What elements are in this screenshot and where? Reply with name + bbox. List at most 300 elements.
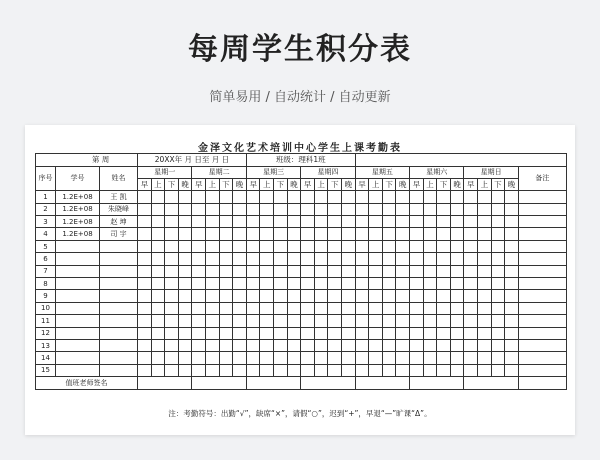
attendance-cell[interactable] [246,203,260,215]
row-student-name[interactable]: 司 宇 [100,228,138,240]
attendance-cell[interactable] [192,290,206,302]
attendance-cell[interactable] [260,191,274,203]
attendance-cell[interactable] [151,352,165,364]
attendance-cell[interactable] [491,253,505,265]
attendance-cell[interactable] [328,240,342,252]
attendance-cell[interactable] [192,253,206,265]
attendance-cell[interactable] [505,302,519,314]
attendance-cell[interactable] [342,302,356,314]
attendance-cell[interactable] [464,216,478,228]
remark-cell[interactable] [518,339,566,351]
attendance-cell[interactable] [314,364,328,376]
attendance-cell[interactable] [233,327,247,339]
attendance-cell[interactable] [450,240,464,252]
attendance-cell[interactable] [138,327,152,339]
attendance-cell[interactable] [396,302,410,314]
remark-cell[interactable] [518,327,566,339]
attendance-cell[interactable] [450,315,464,327]
attendance-cell[interactable] [151,203,165,215]
attendance-cell[interactable] [138,339,152,351]
attendance-cell[interactable] [260,203,274,215]
attendance-cell[interactable] [382,191,396,203]
attendance-cell[interactable] [369,265,383,277]
attendance-cell[interactable] [165,240,179,252]
attendance-cell[interactable] [206,352,220,364]
attendance-cell[interactable] [410,228,424,240]
attendance-cell[interactable] [192,364,206,376]
attendance-cell[interactable] [165,228,179,240]
attendance-cell[interactable] [287,253,301,265]
attendance-cell[interactable] [219,240,233,252]
attendance-cell[interactable] [192,240,206,252]
attendance-cell[interactable] [301,290,315,302]
attendance-cell[interactable] [396,216,410,228]
attendance-cell[interactable] [192,352,206,364]
attendance-cell[interactable] [178,302,192,314]
attendance-cell[interactable] [505,191,519,203]
attendance-cell[interactable] [246,352,260,364]
attendance-cell[interactable] [342,216,356,228]
attendance-cell[interactable] [314,290,328,302]
attendance-cell[interactable] [342,191,356,203]
attendance-cell[interactable] [450,327,464,339]
attendance-cell[interactable] [423,265,437,277]
row-student-name[interactable] [100,240,138,252]
attendance-cell[interactable] [464,352,478,364]
attendance-cell[interactable] [206,339,220,351]
row-student-id[interactable] [56,339,100,351]
attendance-cell[interactable] [246,216,260,228]
signature-cell[interactable] [301,377,355,389]
attendance-cell[interactable] [396,278,410,290]
attendance-cell[interactable] [192,265,206,277]
attendance-cell[interactable] [342,278,356,290]
attendance-cell[interactable] [450,265,464,277]
attendance-cell[interactable] [410,216,424,228]
attendance-cell[interactable] [491,315,505,327]
attendance-cell[interactable] [382,228,396,240]
attendance-cell[interactable] [505,278,519,290]
row-student-id[interactable]: 1.2E+08 [56,203,100,215]
attendance-cell[interactable] [450,352,464,364]
attendance-cell[interactable] [287,191,301,203]
attendance-cell[interactable] [464,191,478,203]
attendance-cell[interactable] [219,253,233,265]
attendance-cell[interactable] [219,290,233,302]
attendance-cell[interactable] [437,302,451,314]
row-student-name[interactable]: 王 凯 [100,191,138,203]
attendance-cell[interactable] [233,302,247,314]
attendance-cell[interactable] [491,278,505,290]
attendance-cell[interactable] [396,265,410,277]
attendance-cell[interactable] [410,278,424,290]
attendance-cell[interactable] [410,315,424,327]
row-student-id[interactable]: 1.2E+08 [56,191,100,203]
attendance-cell[interactable] [328,352,342,364]
attendance-cell[interactable] [314,278,328,290]
attendance-cell[interactable] [246,302,260,314]
attendance-cell[interactable] [423,203,437,215]
attendance-cell[interactable] [355,327,369,339]
attendance-cell[interactable] [491,265,505,277]
attendance-cell[interactable] [138,352,152,364]
attendance-cell[interactable] [437,240,451,252]
attendance-cell[interactable] [165,253,179,265]
attendance-cell[interactable] [260,265,274,277]
attendance-cell[interactable] [505,240,519,252]
attendance-cell[interactable] [314,315,328,327]
attendance-cell[interactable] [138,364,152,376]
remark-cell[interactable] [518,203,566,215]
attendance-cell[interactable] [301,278,315,290]
attendance-cell[interactable] [423,315,437,327]
attendance-cell[interactable] [328,216,342,228]
attendance-cell[interactable] [301,203,315,215]
attendance-cell[interactable] [151,327,165,339]
attendance-cell[interactable] [260,339,274,351]
attendance-cell[interactable] [505,339,519,351]
attendance-cell[interactable] [206,253,220,265]
attendance-cell[interactable] [233,191,247,203]
attendance-cell[interactable] [369,240,383,252]
attendance-cell[interactable] [151,240,165,252]
attendance-cell[interactable] [328,302,342,314]
attendance-cell[interactable] [314,228,328,240]
attendance-cell[interactable] [491,352,505,364]
attendance-cell[interactable] [165,191,179,203]
attendance-cell[interactable] [233,228,247,240]
attendance-cell[interactable] [260,302,274,314]
attendance-cell[interactable] [450,216,464,228]
attendance-cell[interactable] [301,327,315,339]
attendance-cell[interactable] [246,228,260,240]
attendance-cell[interactable] [301,240,315,252]
attendance-cell[interactable] [478,253,492,265]
attendance-cell[interactable] [233,253,247,265]
attendance-cell[interactable] [233,278,247,290]
row-student-id[interactable] [56,364,100,376]
attendance-cell[interactable] [260,278,274,290]
signature-remark-cell[interactable] [518,377,566,389]
attendance-cell[interactable] [410,352,424,364]
attendance-cell[interactable] [396,191,410,203]
attendance-cell[interactable] [206,265,220,277]
attendance-cell[interactable] [342,228,356,240]
row-student-name[interactable] [100,278,138,290]
attendance-cell[interactable] [233,352,247,364]
attendance-cell[interactable] [165,216,179,228]
attendance-cell[interactable] [206,315,220,327]
remark-cell[interactable] [518,302,566,314]
remark-cell[interactable] [518,240,566,252]
attendance-cell[interactable] [328,364,342,376]
attendance-cell[interactable] [437,191,451,203]
attendance-cell[interactable] [178,216,192,228]
attendance-cell[interactable] [165,364,179,376]
attendance-cell[interactable] [464,315,478,327]
attendance-cell[interactable] [478,278,492,290]
attendance-cell[interactable] [369,315,383,327]
row-student-id[interactable] [56,240,100,252]
attendance-cell[interactable] [369,327,383,339]
row-student-name[interactable] [100,315,138,327]
attendance-cell[interactable] [246,278,260,290]
attendance-cell[interactable] [246,265,260,277]
attendance-cell[interactable] [192,278,206,290]
attendance-cell[interactable] [491,364,505,376]
attendance-cell[interactable] [478,327,492,339]
attendance-cell[interactable] [505,203,519,215]
attendance-cell[interactable] [328,265,342,277]
attendance-cell[interactable] [138,191,152,203]
remark-cell[interactable] [518,265,566,277]
attendance-cell[interactable] [206,216,220,228]
attendance-cell[interactable] [450,364,464,376]
attendance-cell[interactable] [178,228,192,240]
attendance-cell[interactable] [301,302,315,314]
row-student-id[interactable]: 1.2E+08 [56,228,100,240]
week-info-blank[interactable] [355,154,566,167]
attendance-cell[interactable] [138,302,152,314]
remark-cell[interactable] [518,228,566,240]
remark-cell[interactable] [518,364,566,376]
attendance-cell[interactable] [165,352,179,364]
attendance-cell[interactable] [206,191,220,203]
attendance-cell[interactable] [260,327,274,339]
attendance-cell[interactable] [464,253,478,265]
attendance-cell[interactable] [178,327,192,339]
row-student-id[interactable] [56,290,100,302]
attendance-cell[interactable] [233,364,247,376]
attendance-cell[interactable] [437,364,451,376]
signature-cell[interactable] [355,377,409,389]
attendance-cell[interactable] [437,327,451,339]
attendance-cell[interactable] [233,216,247,228]
attendance-cell[interactable] [396,315,410,327]
attendance-cell[interactable] [478,216,492,228]
attendance-cell[interactable] [369,203,383,215]
signature-cell[interactable] [464,377,518,389]
attendance-cell[interactable] [287,240,301,252]
attendance-cell[interactable] [178,240,192,252]
attendance-cell[interactable] [382,278,396,290]
row-student-id[interactable] [56,315,100,327]
attendance-cell[interactable] [165,290,179,302]
attendance-cell[interactable] [192,315,206,327]
attendance-cell[interactable] [178,339,192,351]
attendance-cell[interactable] [314,203,328,215]
attendance-cell[interactable] [437,253,451,265]
attendance-cell[interactable] [165,339,179,351]
attendance-cell[interactable] [233,290,247,302]
attendance-cell[interactable] [355,191,369,203]
attendance-cell[interactable] [260,240,274,252]
attendance-cell[interactable] [423,290,437,302]
attendance-cell[interactable] [301,352,315,364]
attendance-cell[interactable] [478,228,492,240]
attendance-cell[interactable] [151,364,165,376]
attendance-cell[interactable] [274,278,288,290]
attendance-cell[interactable] [382,364,396,376]
attendance-cell[interactable] [274,191,288,203]
attendance-cell[interactable] [274,339,288,351]
attendance-cell[interactable] [505,352,519,364]
attendance-cell[interactable] [219,228,233,240]
attendance-cell[interactable] [314,191,328,203]
remark-cell[interactable] [518,191,566,203]
attendance-cell[interactable] [287,203,301,215]
attendance-cell[interactable] [206,364,220,376]
attendance-cell[interactable] [423,278,437,290]
attendance-cell[interactable] [151,339,165,351]
attendance-cell[interactable] [355,216,369,228]
attendance-cell[interactable] [437,265,451,277]
attendance-cell[interactable] [464,240,478,252]
attendance-cell[interactable] [274,240,288,252]
attendance-cell[interactable] [464,228,478,240]
attendance-cell[interactable] [246,253,260,265]
attendance-cell[interactable] [396,228,410,240]
attendance-cell[interactable] [342,352,356,364]
attendance-cell[interactable] [274,253,288,265]
attendance-cell[interactable] [246,364,260,376]
attendance-cell[interactable] [178,315,192,327]
attendance-cell[interactable] [260,290,274,302]
attendance-cell[interactable] [314,352,328,364]
attendance-cell[interactable] [464,265,478,277]
attendance-cell[interactable] [396,253,410,265]
row-student-name[interactable] [100,302,138,314]
row-student-name[interactable] [100,290,138,302]
attendance-cell[interactable] [138,265,152,277]
attendance-cell[interactable] [491,339,505,351]
attendance-cell[interactable] [423,352,437,364]
attendance-cell[interactable] [423,240,437,252]
attendance-cell[interactable] [314,216,328,228]
attendance-cell[interactable] [423,216,437,228]
attendance-cell[interactable] [410,302,424,314]
attendance-cell[interactable] [437,352,451,364]
attendance-cell[interactable] [274,228,288,240]
attendance-cell[interactable] [355,339,369,351]
attendance-cell[interactable] [219,302,233,314]
attendance-cell[interactable] [342,265,356,277]
attendance-cell[interactable] [382,216,396,228]
attendance-cell[interactable] [478,290,492,302]
row-student-id[interactable] [56,278,100,290]
attendance-cell[interactable] [423,191,437,203]
attendance-cell[interactable] [219,216,233,228]
attendance-cell[interactable] [192,191,206,203]
attendance-cell[interactable] [151,228,165,240]
attendance-cell[interactable] [274,327,288,339]
attendance-cell[interactable] [287,352,301,364]
attendance-cell[interactable] [301,228,315,240]
attendance-cell[interactable] [410,191,424,203]
attendance-cell[interactable] [505,216,519,228]
attendance-cell[interactable] [382,327,396,339]
attendance-cell[interactable] [246,315,260,327]
attendance-cell[interactable] [219,315,233,327]
attendance-cell[interactable] [151,253,165,265]
attendance-cell[interactable] [450,228,464,240]
attendance-cell[interactable] [382,339,396,351]
attendance-cell[interactable] [287,364,301,376]
attendance-cell[interactable] [491,191,505,203]
attendance-cell[interactable] [178,364,192,376]
attendance-cell[interactable] [274,290,288,302]
attendance-cell[interactable] [423,228,437,240]
attendance-cell[interactable] [450,290,464,302]
attendance-cell[interactable] [178,203,192,215]
row-student-id[interactable]: 1.2E+08 [56,216,100,228]
attendance-cell[interactable] [491,203,505,215]
attendance-cell[interactable] [464,302,478,314]
attendance-cell[interactable] [369,302,383,314]
attendance-cell[interactable] [423,339,437,351]
attendance-cell[interactable] [233,315,247,327]
attendance-cell[interactable] [206,290,220,302]
attendance-cell[interactable] [206,228,220,240]
remark-cell[interactable] [518,315,566,327]
attendance-cell[interactable] [287,302,301,314]
remark-cell[interactable] [518,290,566,302]
attendance-cell[interactable] [314,265,328,277]
attendance-cell[interactable] [437,216,451,228]
attendance-cell[interactable] [478,191,492,203]
attendance-cell[interactable] [165,265,179,277]
attendance-cell[interactable] [410,253,424,265]
attendance-cell[interactable] [505,290,519,302]
attendance-cell[interactable] [301,315,315,327]
attendance-cell[interactable] [219,327,233,339]
attendance-cell[interactable] [206,278,220,290]
attendance-cell[interactable] [274,352,288,364]
attendance-cell[interactable] [246,191,260,203]
attendance-cell[interactable] [396,339,410,351]
attendance-cell[interactable] [192,203,206,215]
signature-cell[interactable] [246,377,300,389]
attendance-cell[interactable] [219,191,233,203]
attendance-cell[interactable] [206,302,220,314]
attendance-cell[interactable] [491,290,505,302]
row-student-id[interactable] [56,265,100,277]
attendance-cell[interactable] [219,339,233,351]
row-student-name[interactable] [100,364,138,376]
attendance-cell[interactable] [314,302,328,314]
attendance-cell[interactable] [369,364,383,376]
attendance-cell[interactable] [505,265,519,277]
attendance-cell[interactable] [165,278,179,290]
attendance-cell[interactable] [301,216,315,228]
attendance-cell[interactable] [246,327,260,339]
attendance-cell[interactable] [274,364,288,376]
attendance-cell[interactable] [369,191,383,203]
attendance-cell[interactable] [437,339,451,351]
row-student-id[interactable] [56,352,100,364]
attendance-cell[interactable] [301,253,315,265]
attendance-cell[interactable] [192,339,206,351]
attendance-cell[interactable] [246,290,260,302]
attendance-cell[interactable] [505,315,519,327]
attendance-cell[interactable] [219,352,233,364]
attendance-cell[interactable] [437,315,451,327]
attendance-cell[interactable] [478,203,492,215]
attendance-cell[interactable] [274,216,288,228]
attendance-cell[interactable] [138,315,152,327]
attendance-cell[interactable] [369,228,383,240]
attendance-cell[interactable] [355,290,369,302]
